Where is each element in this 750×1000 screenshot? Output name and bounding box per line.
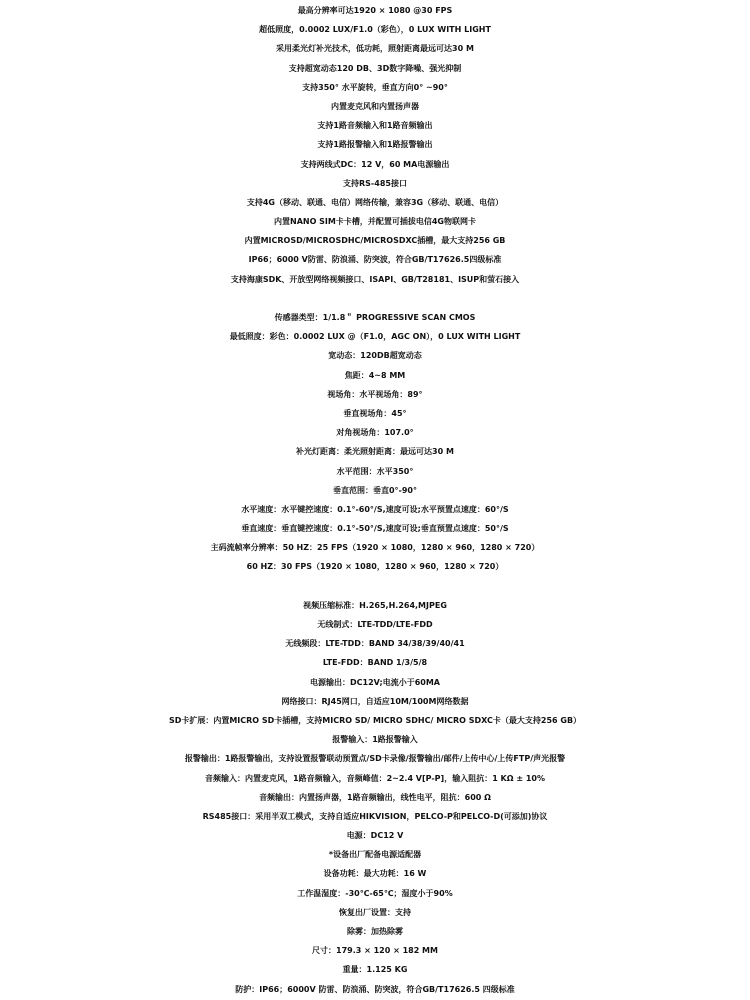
spec-line: 设备功耗：最大功耗：16 W (323, 869, 427, 879)
spec-line: 最高分辨率可达1920 × 1080 @30 FPS (297, 6, 453, 15)
spec-line: 恢复出厂设置：支持 (339, 907, 411, 917)
spec-line: RS485接口：采用半双工模式，支持自适应HIKVISION，PELCO-P和PELCO-D(可添加)协议 (202, 811, 548, 821)
spec-line: *设备出厂配备电源适配器 (328, 850, 422, 860)
spec-line: 无线制式：LTE-TDD/LTE-FDD (317, 620, 433, 629)
interface-spec-list (0, 596, 750, 999)
spec-line: 传感器类型：1/1.8＂ PROGRESSIVE SCAN CMOS (274, 313, 476, 322)
spec-line: 垂直视场角：45° (343, 408, 407, 418)
spec-line: 水平范围：水平350° (336, 466, 414, 476)
spec-line: 除雾：加热除雾 (347, 927, 403, 936)
feature-list (0, 1, 750, 289)
spec-line: 支持1路报警输入和1路报警输出 (317, 140, 433, 150)
spec-line: 视频压缩标准：H.265,H.264,MJPEG (303, 600, 447, 610)
camera-spec-list (0, 308, 750, 577)
spec-line: 重量：1.125 KG (342, 965, 408, 975)
spec-line: 支持超宽动态120 DB、3D数字降噪、强光抑制 (288, 63, 462, 73)
spec-line: 内置MICROSD/MICROSDHC/MICROSDXC插槽，最大支持256 GB (244, 236, 506, 246)
spec-line: 对角视场角：107.0° (336, 428, 414, 438)
spec-line: 最低照度：彩色：0.0002 LUX @（F1.0，AGC ON），0 LUX WITH LIGHT (229, 332, 521, 342)
spec-line: SD卡扩展：内置MICRO SD卡插槽，支持MICRO SD/ MICRO SDHC/ MICRO SDXC卡（最大支持256 GB） (168, 715, 582, 725)
spec-line: 水平速度：水平键控速度：0.1°-60°/S,速度可设;水平预置点速度：60°/S (241, 504, 509, 514)
spec-line: 电源输出：DC12V;电流小于60MA (310, 677, 440, 687)
spec-line: 网络接口：RJ45网口，自适应10M/100M网络数据 (281, 696, 469, 706)
spec-line: 60 HZ：30 FPS（1920 × 1080，1280 × 960，1280 × 720） (246, 562, 504, 572)
section-gap (0, 289, 750, 308)
spec-line: 内置NANO SIM卡卡槽，并配置可插拔电信4G物联网卡 (274, 217, 476, 227)
spec-line: 支持1路音频输入和1路音频输出 (317, 121, 433, 131)
spec-line: 报警输入：1路报警输入 (332, 735, 418, 745)
spec-line: 音频输入：内置麦克风，1路音频输入，音频峰值：2~2.4 V[P-P]，输入阻抗：1 KΩ ± 10% (205, 773, 545, 783)
spec-line: 防护：IP66；6000V 防雷、防浪涌、防突波，符合GB/T17626.5 四级标准 (235, 984, 515, 994)
spec-line: 焦距：4~8 MM (344, 370, 406, 380)
spec-line: 视场角：水平视场角：89° (327, 389, 423, 399)
spec-line: 宽动态：120DB超宽动态 (328, 351, 422, 361)
spec-line: 支持4G（移动、联通、电信）网络传输，兼容3G（移动、联通、电信） (246, 197, 504, 207)
spec-line: 垂直范围：垂直0°-90° (332, 485, 418, 495)
spec-line: IP66；6000 V防雷、防浪涌、防突波，符合GB/T17626.5四级标准 (248, 255, 502, 265)
spec-line: 支持350° 水平旋转，垂直方向0° ~90° (302, 82, 448, 92)
spec-line: 主码流帧率分辨率：50 HZ：25 FPS（1920 × 1080，1280 × 960，1280 × 720） (210, 543, 540, 553)
spec-line: 工作温湿度：-30℃-65℃；湿度小于90% (297, 888, 453, 898)
spec-line: 支持RS-485接口 (343, 178, 407, 188)
spec-line: 电源：DC12 V (346, 831, 404, 841)
spec-line: LTE-FDD：BAND 1/3/5/8 (322, 658, 428, 668)
spec-line: 补光灯距离：柔光照射距离：最远可达30 M (296, 447, 454, 457)
spec-line: 垂直速度：垂直键控速度：0.1°-50°/S,速度可设;垂直预置点速度：50°/S (241, 524, 509, 534)
spec-line: 支持海康SDK、开放型网络视频接口、ISAPI、GB/T28181、ISUP和萤石接入 (230, 274, 520, 284)
spec-line: 无线频段：LTE-TDD：BAND 34/38/39/40/41 (285, 639, 465, 649)
spec-line: 音频输出：内置扬声器，1路音频输出，线性电平，阻抗：600 Ω (259, 792, 491, 802)
spec-line: 支持两线式DC：12 V，60 MA电源输出 (300, 159, 450, 169)
spec-line: 内置麦克风和内置扬声器 (331, 101, 419, 111)
spec-line: 采用柔光灯补光技术，低功耗，照射距离最远可达30 M (276, 44, 474, 54)
spec-line: 超低照度，0.0002 LUX/F1.0（彩色），0 LUX WITH LIGHT (259, 25, 491, 35)
spec-line: 尺寸：179.3 × 120 × 182 MM (312, 946, 438, 956)
spec-line: 报警输出：1路报警输出，支持设置报警联动预置点/SD卡录像/报警输出/邮件/上传中心/上传FTP/声光报警 (184, 754, 566, 764)
section-gap (0, 577, 750, 596)
